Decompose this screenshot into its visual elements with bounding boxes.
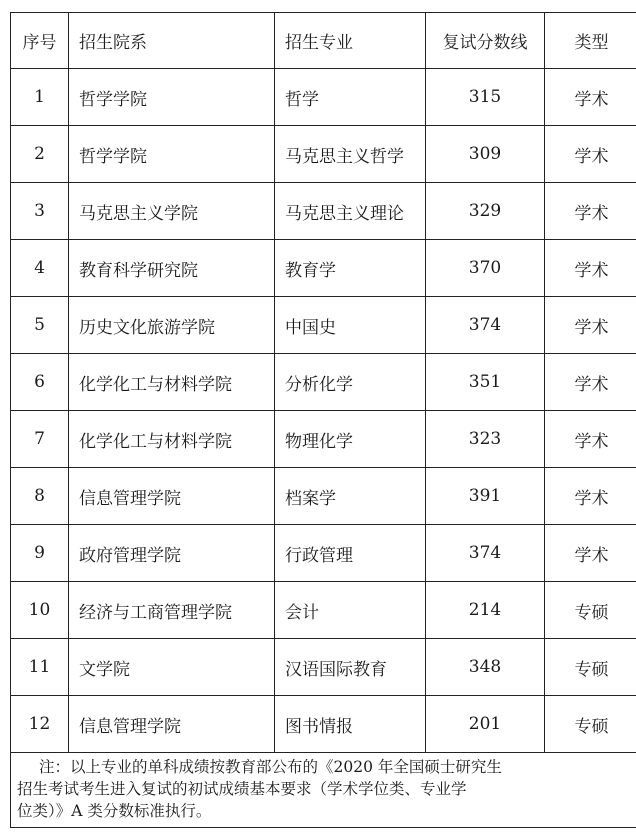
cell-type: 学术 (545, 297, 636, 354)
cell-type: 专硕 (545, 639, 636, 696)
cell-type: 学术 (545, 240, 636, 297)
note-line: 招生考试考生进入复试的初试成绩基本要求（学术学位类、专业学 (17, 780, 467, 798)
cell-major: 马克思主义理论 (275, 183, 426, 240)
cell-score: 315 (426, 69, 545, 126)
cell-major: 会计 (275, 582, 426, 639)
table-row (11, 126, 636, 183)
score-line-document (10, 12, 636, 828)
cell-score: 214 (426, 582, 545, 639)
cell-type: 学术 (545, 354, 636, 411)
cell-dept: 化学化工与材料学院 (69, 354, 275, 411)
cell-seq: 7 (11, 411, 69, 468)
cell-dept: 哲学学院 (69, 126, 275, 183)
cell-seq: 10 (11, 582, 69, 639)
header-score: 复试分数线 (426, 13, 545, 69)
cell-type: 学术 (545, 525, 636, 582)
table-row (11, 696, 636, 753)
cell-score: 348 (426, 639, 545, 696)
cell-seq: 8 (11, 468, 69, 525)
table-row (11, 240, 636, 297)
table-row (11, 354, 636, 411)
table-row (11, 468, 636, 525)
cell-score: 309 (426, 126, 545, 183)
cell-type: 学术 (545, 69, 636, 126)
cell-major: 教育学 (275, 240, 426, 297)
cell-major: 物理化学 (275, 411, 426, 468)
score-line-table (10, 12, 636, 828)
cell-type: 专硕 (545, 696, 636, 753)
cell-dept: 信息管理学院 (69, 468, 275, 525)
cell-seq: 3 (11, 183, 69, 240)
cell-type: 学术 (545, 468, 636, 525)
cell-major: 图书情报 (275, 696, 426, 753)
cell-dept: 政府管理学院 (69, 525, 275, 582)
table-row (11, 525, 636, 582)
note-cell (11, 753, 636, 828)
cell-dept: 经济与工商管理学院 (69, 582, 275, 639)
cell-score: 374 (426, 525, 545, 582)
cell-seq: 6 (11, 354, 69, 411)
cell-dept: 历史文化旅游学院 (69, 297, 275, 354)
cell-seq: 11 (11, 639, 69, 696)
header-type: 类型 (545, 13, 636, 69)
cell-type: 学术 (545, 183, 636, 240)
header-major: 招生专业 (275, 13, 426, 69)
cell-major: 汉语国际教育 (275, 639, 426, 696)
header-dept: 招生院系 (69, 13, 275, 69)
cell-seq: 12 (11, 696, 69, 753)
cell-dept: 哲学学院 (69, 69, 275, 126)
cell-score: 391 (426, 468, 545, 525)
cell-seq: 4 (11, 240, 69, 297)
table-row (11, 69, 636, 126)
cell-score: 351 (426, 354, 545, 411)
cell-score: 374 (426, 297, 545, 354)
cell-major: 行政管理 (275, 525, 426, 582)
cell-type: 学术 (545, 126, 636, 183)
cell-seq: 2 (11, 126, 69, 183)
table-row (11, 297, 636, 354)
cell-dept: 化学化工与材料学院 (69, 411, 275, 468)
note-row (11, 753, 636, 828)
cell-dept: 文学院 (69, 639, 275, 696)
cell-score: 370 (426, 240, 545, 297)
cell-type: 学术 (545, 411, 636, 468)
table-body (11, 13, 636, 753)
cell-major: 分析化学 (275, 354, 426, 411)
cell-seq: 9 (11, 525, 69, 582)
cell-score: 323 (426, 411, 545, 468)
table-row (11, 411, 636, 468)
cell-dept: 教育科学研究院 (69, 240, 275, 297)
note-line: 位类）》A 类分数标准执行。 (17, 802, 212, 820)
cell-major: 中国史 (275, 297, 426, 354)
table-row (11, 639, 636, 696)
cell-type: 专硕 (545, 582, 636, 639)
cell-score: 201 (426, 696, 545, 753)
cell-dept: 马克思主义学院 (69, 183, 275, 240)
table-row (11, 183, 636, 240)
table-header-row (11, 13, 636, 69)
cell-seq: 1 (11, 69, 69, 126)
table-row (11, 582, 636, 639)
cell-seq: 5 (11, 297, 69, 354)
cell-major: 档案学 (275, 468, 426, 525)
cell-dept: 信息管理学院 (69, 696, 275, 753)
cell-major: 马克思主义哲学 (275, 126, 426, 183)
header-seq: 序号 (11, 13, 69, 69)
cell-major: 哲学 (275, 69, 426, 126)
note-line: 注：以上专业的单科成绩按教育部公布的《2020 年全国硕士研究生 (39, 758, 502, 776)
cell-score: 329 (426, 183, 545, 240)
